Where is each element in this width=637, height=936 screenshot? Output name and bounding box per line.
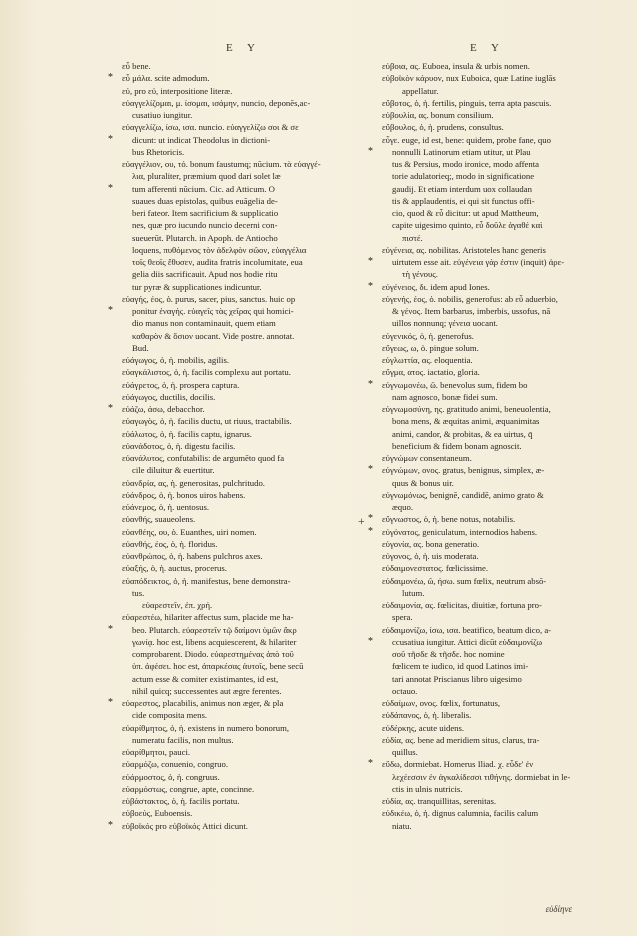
text-line-content: εὐδαιμονεστατος. fœlicissime. (382, 563, 489, 574)
text-line-content: εὐανθέης, ου, ὁ. Euanthes, uiri nomen. (122, 526, 257, 537)
text-line-content: εὖ μάλα. scite admodum. (122, 73, 210, 84)
text-line (368, 464, 637, 476)
text-line-content: εὐάζω, άσω, debacchor. (122, 404, 205, 414)
text-line (382, 807, 637, 819)
text-line-content: beri fateor. Item sacrificium & supplicatio (132, 208, 279, 218)
text-line (368, 758, 637, 770)
text-line (382, 170, 637, 182)
text-line-content: niatu. (392, 820, 412, 831)
text-line-content: εὐανδρία, ας, ἡ. generositas, pulchritudo. (122, 477, 265, 488)
text-line (382, 452, 637, 464)
text-line (122, 771, 377, 783)
text-line (122, 379, 377, 391)
marginal-asterisk: * (368, 280, 373, 292)
text-line-content: dicunt: ut indicat Theodolus in dictioni- (132, 134, 271, 145)
text-line (108, 697, 377, 709)
text-line-content: uillos nonnunq; γένεια uocant. (392, 318, 498, 329)
text-line (122, 685, 377, 697)
marginal-asterisk: * (368, 758, 373, 770)
marginal-asterisk: * (108, 72, 113, 84)
text-line-content: nam agnosco, bonæ fidei sum. (392, 391, 498, 402)
text-line (382, 72, 637, 84)
text-line-content: spera. (392, 612, 413, 623)
text-line-content: tus & Persius, modo ironice, modo affenta (392, 159, 540, 169)
text-line-content: tur pyræ & supplicationes indicuntur. (132, 281, 262, 292)
text-line-content: εὐάλωτος, ὁ, ἡ. facilis captu, ignarus. (122, 428, 252, 439)
text-line (122, 550, 377, 562)
text-line-content: comprobarent. Diodo. εὐαρεστημένας ἀπὸ τοῦ (132, 649, 294, 659)
text-line (122, 415, 377, 427)
text-line (122, 783, 377, 795)
text-line (122, 391, 377, 403)
text-line (122, 85, 377, 97)
text-line-content: numeratu facilis, non multus. (132, 734, 234, 745)
text-line-content: æquo. (392, 502, 413, 512)
text-line-content: gaudij. Et etiam interdum uox collaudan (392, 183, 532, 194)
text-line (122, 317, 377, 329)
text-line (122, 244, 377, 256)
text-line (122, 146, 377, 158)
text-line-content: εὐβοια, ας. Euboea, insula & urbis nomen. (382, 61, 530, 71)
text-line (122, 207, 377, 219)
text-line (108, 819, 377, 832)
text-line-content: εὐγνωμονέω, ῶ. benevolus sum, fidem bo (382, 379, 528, 390)
marginal-asterisk: * (108, 623, 113, 635)
text-line (382, 403, 637, 415)
text-line-content: beneficium & fidem bonam agnoscit. (392, 440, 522, 451)
text-line (382, 501, 637, 513)
text-line (122, 195, 377, 207)
text-line-content: εὐαγγελίζομαι, μ. ίσομαι, ισάμην, nuncio, deponēs,ac- (122, 97, 311, 108)
text-line (122, 354, 377, 366)
text-line-content: tari annotat Priscianus libro uigesimo (392, 673, 522, 684)
text-line-content: εὐαξής, ὁ, ἡ. auctus, procerus. (122, 563, 227, 574)
text-line-content: εὕδω, dormiebat. Homerus Iliad. χ. εὗδε' ἐν (382, 759, 534, 770)
text-line-content: πιστέ. (402, 232, 423, 243)
text-line-content: εὐαρμόστως, congrue, apte, concinne. (122, 783, 255, 794)
text-line-content: εὐαρεστος, placabilis, animus non æger, & pla (122, 698, 284, 708)
text-line (122, 281, 377, 293)
text-line-content: εὐαπόδεικτος, ὁ, ἡ. manifestus, bene demonstra- (122, 575, 291, 586)
text-line (122, 97, 377, 109)
text-line-content: cide composita mens. (132, 710, 208, 721)
text-line-content: εὐάνεμος, ὁ, ἡ. uentosus. (122, 502, 210, 512)
text-line (122, 734, 377, 746)
text-line-content: εὐβοϊκὸν κάρυον, nux Euboica, quæ Latine iuglās (382, 73, 556, 84)
text-line-content: εὐάγωγος, ὁ, ἡ. mobilis, agilis. (122, 355, 230, 365)
text-line (122, 268, 377, 280)
text-line-content: εὐδαιμονία, ας. fœlicitas, diuitiæ, fortuna pro- (382, 600, 542, 610)
catchword: εὐδίηνε (545, 904, 572, 914)
marginal-asterisk: * (368, 378, 373, 390)
text-line (382, 244, 637, 256)
text-line-content: εὐάνδρος, ὁ, ἡ. bonos uiros habens. (122, 489, 246, 500)
text-line (122, 256, 377, 268)
text-line-content: εὐάρμοστος, ὁ, ἡ. congruus. (122, 771, 220, 782)
text-line (122, 489, 377, 501)
text-line (122, 575, 377, 587)
text-line (382, 134, 637, 146)
text-line (382, 489, 637, 501)
text-line-content: λια, pluraliter, præmium quod dari solet læ (132, 171, 281, 182)
text-line-content: εὐγνώμων, ονος. gratus, benignus, simplex, æ- (382, 465, 545, 476)
text-line (122, 587, 377, 599)
marginal-asterisk: * (368, 635, 373, 647)
text-line-content: εὐγνωμοσύνη, ης. gratitudo animi, beneuolentia, (382, 404, 551, 414)
left-column (108, 60, 377, 832)
text-line (122, 109, 377, 121)
text-line (122, 648, 377, 660)
text-line-content: εὐαγκάλιστος, ὁ, ἡ. facilis complexu aut portatu. (122, 367, 291, 378)
text-line (382, 232, 637, 244)
marginal-asterisk: * (108, 819, 113, 831)
text-line (382, 109, 637, 121)
text-line (382, 440, 637, 452)
running-head-right: E Y (470, 42, 506, 54)
text-line (122, 807, 377, 819)
text-line (122, 636, 377, 648)
margin-marker: + (358, 514, 365, 528)
text-line (122, 477, 377, 489)
text-line (122, 342, 377, 354)
text-line-content: λεχέεσσιν ἐν ἀγκαλίδεσσι τιθήνης. dormiebat in le- (392, 771, 571, 782)
text-line-content: εὐγνωμόνως, benignē, candidē, animo grato & (382, 489, 544, 500)
text-line-content: tum afferenti nūcium. Cic. ad Atticum. O (132, 183, 275, 194)
text-line (122, 611, 377, 623)
text-line (122, 538, 377, 550)
text-line (382, 477, 637, 489)
text-line-content: appellatur. (402, 85, 439, 96)
text-line (382, 771, 637, 783)
text-line-content: σοῦ τῆσδε & τῆσδε. hoc nomine (392, 649, 505, 659)
text-line (108, 623, 377, 636)
text-line-content: εὐβοϊκός pro εὐβοϊκός Attici dicunt. (122, 820, 248, 831)
text-line-content: εὔβοτος, ὁ, ἡ. fertilis, pinguis, terra apta pascuis. (382, 97, 552, 108)
text-line (122, 673, 377, 685)
text-line-content: sueuerūt. Plutarch. in Apoph. de Antiocho (132, 232, 278, 243)
text-line (382, 391, 637, 403)
text-line-content: εὔγεως, ω, ὁ. pingue solum. (382, 342, 479, 353)
text-line-content: εὐδαίμων, ονος. fœlix, fortunatus, (382, 698, 501, 708)
text-line-content: actum esse & comiter existimantes, id est, (132, 673, 279, 684)
text-line (108, 305, 377, 317)
text-line-content: εὐγονία, ας. bona generatio. (382, 538, 480, 549)
text-line-content: καθαρὸν & ὅσιον uocant. Vide postre. annotat. (132, 330, 295, 341)
text-line-content: εὐβουλία, ας. bonum consilium. (382, 110, 494, 120)
text-line (122, 366, 377, 378)
text-line-content: ponitur ἐναγής. εὐαγεῖς τὰς χεῖρας qui homici- (132, 306, 294, 316)
text-line (122, 746, 377, 758)
text-line-content: γωνίᾳ. hoc est, libens acquiescerent, & hilariter (132, 636, 297, 647)
text-line-content: tis & applaudentis, ei qui sit functus offi- (392, 195, 535, 206)
text-line-content: εὐαρίθμητος, ὁ, ἡ. existens in numero bonorum, (122, 722, 290, 733)
text-line-content: εὐαγωγὸς, ὁ, ἡ. facilis ductu, ut riuus, tractabilis. (122, 416, 292, 427)
text-line-content: εὐαρεστέω, hilariter affectus sum, placide me ha- (122, 612, 294, 623)
text-line (382, 415, 637, 427)
text-line-content: εὐαγγελίζω, ίσω, ισα. nuncio. εὐαγγελίζω σοι & σε (122, 122, 299, 133)
text-line (122, 660, 377, 672)
text-line-content: εὐάγωγος, ductilis, docilis. (122, 391, 216, 402)
text-line-content: εὐβάστακτος, ὁ, ἡ. facilis portatu. (122, 796, 240, 806)
text-line-content: εὐ, pro εὐ, interpositione literæ. (122, 85, 233, 96)
text-line-content: gelia diis sacrificauit. Apud nos hodie ritu (132, 269, 278, 280)
marginal-asterisk: * (368, 145, 373, 157)
text-line-content: ὑπ. ἀφέσει. hoc est, ἀπαρκέσας ἀυτοῖς, bene secū (132, 661, 304, 672)
text-line-content: torie adulatorieq;, modo in significatione (392, 171, 535, 182)
text-line (122, 501, 377, 513)
marginal-asterisk: * (108, 133, 113, 145)
text-line-content: εὐγονος, ὁ, ἡ. uis moderata. (382, 551, 479, 561)
text-line (122, 599, 377, 611)
text-line (382, 562, 637, 574)
text-line-content: cusatiuo iungitur. (132, 110, 193, 120)
text-line-content: εὐάγρετος, ὁ, ἡ. prospera captura. (122, 379, 240, 390)
text-line (382, 330, 637, 342)
text-line (368, 256, 637, 268)
text-line-content: Bud. (132, 342, 149, 353)
text-line (382, 366, 637, 378)
text-line (382, 158, 637, 170)
text-line-content: εὐανθρώπος, ὁ, ἡ. habens pulchros axes. (122, 551, 263, 561)
text-line (382, 305, 637, 317)
text-line (382, 85, 637, 97)
text-line (382, 685, 637, 697)
text-line-content: octauo. (392, 685, 418, 696)
text-line (382, 121, 637, 133)
text-line (382, 550, 637, 562)
text-line (382, 648, 637, 660)
text-line (382, 673, 637, 685)
text-line (382, 575, 637, 587)
text-line (382, 709, 637, 721)
text-line (122, 562, 377, 574)
text-line (382, 795, 637, 807)
text-line (382, 183, 637, 195)
text-line-content: εὔγνωστος, ὁ, ἡ. bene notus, notabilis. (382, 514, 516, 525)
text-line (382, 97, 637, 109)
text-line (122, 232, 377, 244)
text-line-content: εὐδία, ας. bene ad meridiem situs, clarus, tra- (382, 734, 540, 745)
text-line-content: εὐαγής, έος, ὁ. purus, sacer, pius, sanctus. huic op (122, 293, 296, 304)
text-line (122, 60, 377, 72)
text-line (382, 195, 637, 207)
text-line (382, 268, 637, 280)
text-line-content: ctis in ulnis nutricis. (392, 783, 463, 794)
text-line (122, 452, 377, 464)
text-line-content: εὐδαιμονίζω, ίσω, ισα. beatifico, beatum dico, a- (382, 624, 552, 635)
text-line-content: εὐαρεστεῖν, ἐπ. χρή. (142, 600, 213, 610)
text-line-content: εὐαρμόζω, conuenio, congruo. (122, 759, 229, 770)
text-line (368, 280, 637, 293)
text-line-content: uirtutem esse ait. εὐγένεια γάρ ἐστιν (inquit) ἀρε- (392, 257, 565, 267)
text-line-content: quus & bonus uir. (392, 477, 454, 488)
text-line-content: quillus. (392, 747, 418, 757)
text-line-content: fœlicem te iudico, id quod Latinos imi- (392, 661, 529, 672)
text-line (382, 734, 637, 746)
running-head-left: E Y (226, 42, 262, 54)
text-line-content: suaues duas epistolas, quibus euāgelia de- (132, 195, 278, 206)
text-line-content: εὐγένεια, ας. nobilitas. Aristoteles hanc generis (382, 244, 546, 255)
text-line (122, 709, 377, 721)
text-line (368, 635, 637, 648)
text-line (382, 342, 637, 354)
text-line-content: lutum. (402, 587, 425, 598)
text-line-content: εὐδαιμονέω, ῶ, ήσω. sum fœlix, neutrum absō- (382, 575, 547, 586)
text-line (382, 611, 637, 623)
marginal-asterisk: * (108, 182, 113, 194)
text-line (368, 145, 637, 158)
text-line-content: εὐαρίθμητοι, pauci. (122, 747, 191, 757)
text-line (122, 428, 377, 440)
text-line (382, 207, 637, 219)
text-line (382, 60, 637, 72)
text-line (382, 587, 637, 599)
text-line (382, 599, 637, 611)
text-line-content: εὐγενής, έος, ὁ. nobilis, generofus: ab εὖ aduerbio, (382, 293, 558, 304)
text-line-content: nihil quicq; successentes aut ægre ferentes. (132, 685, 282, 696)
marginal-asterisk: * (108, 305, 113, 316)
text-line (108, 133, 377, 146)
text-line (382, 722, 637, 734)
text-line-content: εὔβουλος, ὁ, ἡ. prudens, consultus. (382, 122, 504, 133)
text-line-content: animi, candor, & probitas, & ea uirtus, q̄ (392, 428, 533, 439)
text-line (122, 795, 377, 807)
text-line-content: εὐανάλυτος, confutabilis: de argumēto quod fa (122, 453, 285, 463)
text-line-content: ccusatiua iungitur. Attici dicūt εὐδαιμονίζω (392, 636, 543, 647)
text-line-content: εὖγε. euge, id est, bene: quidem, probe fane, quo (382, 134, 551, 145)
text-line-content: εὐγλωττία, ας. eloquentia. (382, 355, 473, 365)
text-line (122, 158, 377, 170)
text-line (368, 378, 637, 391)
text-line-content: εὐγενικός, ὁ, ἡ. generofus. (382, 330, 474, 341)
text-line (108, 182, 377, 195)
text-line-content: εὐδάπανος, ὁ, ἡ. liberalis. (382, 710, 472, 721)
right-column (368, 60, 637, 832)
text-line-content: cile diluitur & euertitur. (132, 465, 215, 476)
text-line-content: cio, quod & εὖ dicitur: ut apud Mattheum, (392, 208, 539, 218)
text-line (382, 538, 637, 550)
text-line-content: εὐβοεύς, Euboensis. (122, 808, 193, 819)
text-line-content: nes, quæ pro iucundo nuncio decerni con- (132, 220, 278, 231)
text-line (368, 513, 637, 525)
text-line (122, 464, 377, 476)
text-line (382, 428, 637, 440)
text-line (382, 783, 637, 795)
text-line-content: εὐγένειος, δι. idem apud Iones. (382, 281, 490, 292)
text-line (122, 219, 377, 231)
text-line (382, 660, 637, 672)
text-line (382, 219, 637, 231)
text-line-content: εὐαγγέλιον, ου, τό. bonum faustumq; nūcium. τὰ εὐαγγέ- (122, 159, 321, 169)
text-line (382, 624, 637, 636)
text-line-content: beo. Plutarch. εὐαρεστεῖν τῷ δαίμονι ὑμῶν ἄκρ (132, 624, 297, 635)
text-line (108, 72, 377, 84)
marginal-asterisk: * (108, 697, 113, 708)
marginal-asterisk: * (368, 525, 373, 537)
text-line (122, 293, 377, 305)
text-line (368, 525, 637, 538)
text-line-content: εὐγνώμων consentaneum. (382, 453, 472, 463)
text-line (382, 317, 637, 329)
text-line-content: εὐανθής, έος, ὁ, ἡ. floridus. (122, 538, 218, 549)
text-line-content: εὐδέρκης, acute uidens. (382, 722, 465, 733)
marginal-asterisk: * (368, 513, 373, 525)
text-line-content: loquens, πυθόμενος τὸν ἀδελφὸν σῶον, εὐαγγέλια (132, 244, 307, 255)
text-line-content: εὐδία, ας. tranquillitas, serenitas. (382, 796, 497, 806)
text-line-content: εὔγμα, ατος. iactatio, gloria. (382, 367, 480, 378)
text-line (382, 746, 637, 758)
text-line-content: τὴ γένους. (402, 269, 438, 280)
text-line (122, 513, 377, 525)
marginal-asterisk: * (368, 464, 373, 476)
text-line (382, 293, 637, 305)
text-line-content: dio manus non contaminauit, quem etiam (132, 318, 276, 329)
text-line-content: tus. (132, 587, 145, 598)
text-line (122, 330, 377, 342)
text-line-content: capite uigesimo quinto, εὖ δοῦλε ἀγαθέ καὶ (392, 220, 543, 231)
text-line-content: εὐανθής, suaueolens. (122, 514, 196, 525)
text-line-content: εὖ bene. (122, 61, 151, 71)
marginal-asterisk: * (368, 256, 373, 267)
text-line-content: εὐγόνατος, geniculatum, internodios habens. (382, 526, 538, 537)
text-line (122, 526, 377, 538)
text-line (122, 722, 377, 734)
text-line-content: nonnulli Latinorum etiam utitur, ut Plau (392, 146, 531, 157)
text-line (382, 820, 637, 832)
text-line (122, 440, 377, 452)
text-line (382, 697, 637, 709)
text-line-content: τοῖς θεοῖς ἔθυσεν, audita fratris incolumitate, eua (132, 257, 303, 267)
text-line-content: εὐανάδοτος, ὁ, ἡ. digestu facilis. (122, 440, 236, 451)
marginal-asterisk: * (108, 403, 113, 414)
text-line (122, 758, 377, 770)
text-line-content: & γένος. Item barbarus, imberbis, ussofus, nā (392, 306, 551, 316)
text-line (382, 354, 637, 366)
text-line (108, 403, 377, 415)
text-line-content: bona mens, & æquitas animi, æquanimitas (392, 416, 540, 427)
text-line (122, 170, 377, 182)
text-line-content: bus Rhetoricis. (132, 146, 185, 157)
text-line (122, 121, 377, 133)
text-line-content: εὐδικέω, ὁ, ἡ. dignus calumnia, facilis calum (382, 808, 539, 819)
